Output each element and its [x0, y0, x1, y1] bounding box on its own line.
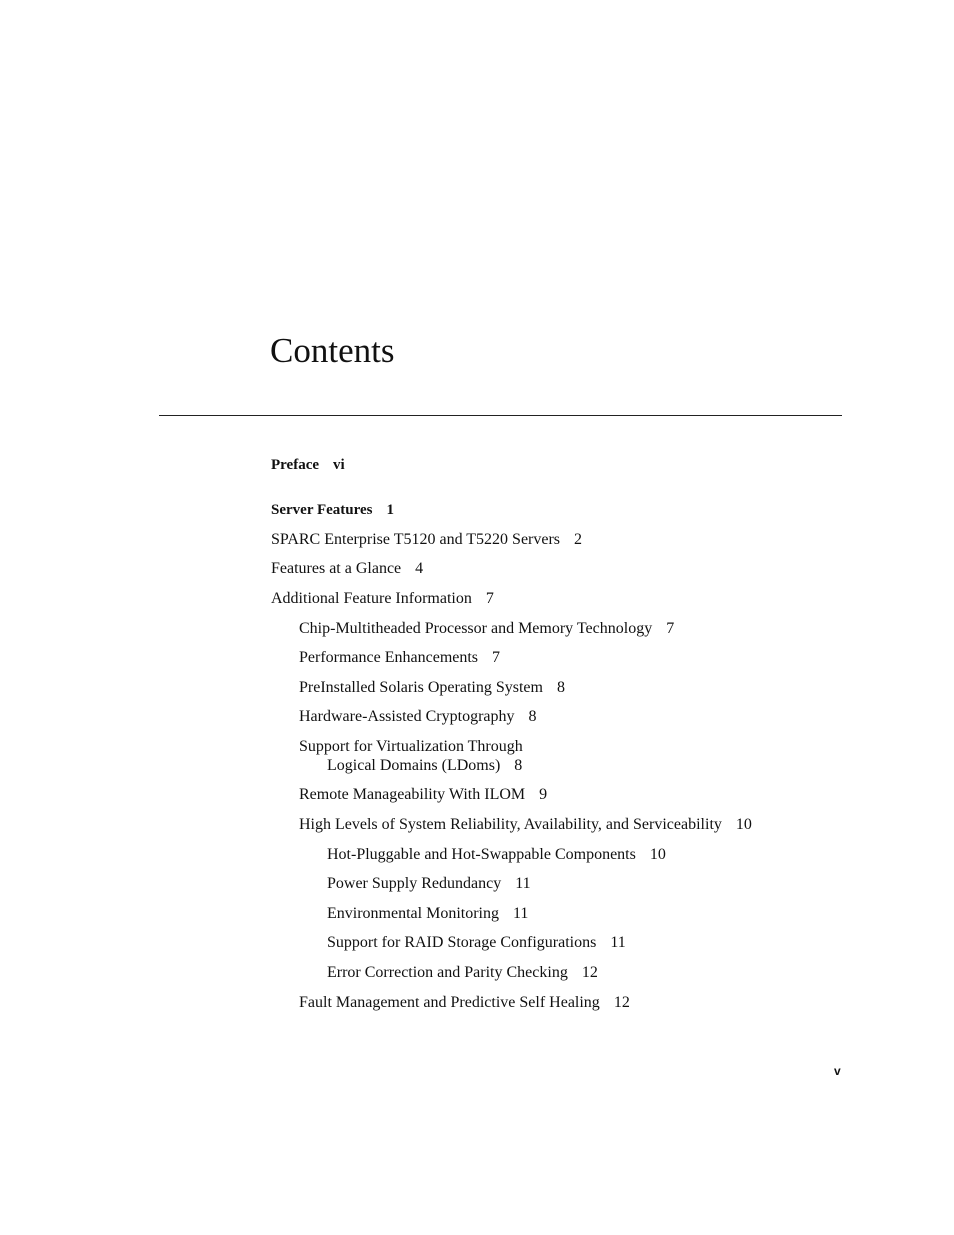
toc-entry-page: 7	[666, 620, 675, 637]
toc-entry-label: Fault Management and Predictive Self Healing	[299, 994, 600, 1011]
toc-entry-label-line2: Logical Domains (LDoms)	[327, 757, 501, 774]
toc-entry-label: Preface	[271, 457, 320, 473]
toc-entry-page: 8	[514, 757, 523, 774]
toc-entry-label: Server Features	[271, 502, 373, 518]
toc-entry-label: Error Correction and Parity Checking	[327, 964, 568, 981]
toc-entry-page: 11	[515, 875, 531, 892]
toc-entry-fault-management[interactable]	[299, 993, 630, 1012]
toc-entry-label: Additional Feature Information	[271, 590, 472, 607]
toc-entry-page: 11	[512, 905, 529, 922]
toc-entry-preface[interactable]	[271, 456, 345, 475]
toc-entry-page: 11	[610, 934, 626, 951]
toc-entry-performance[interactable]	[299, 648, 500, 667]
toc-entry-page: vi	[333, 457, 345, 473]
toc-entry-label: SPARC Enterprise T5120 and T5220 Servers	[271, 531, 561, 548]
toc-entry-preinstalled-solaris[interactable]	[299, 678, 565, 697]
toc-entry-label: Environmental Monitoring	[327, 905, 499, 922]
toc-entry-page: 12	[581, 964, 598, 981]
toc-entry-environmental[interactable]	[327, 904, 528, 923]
toc-entry-ras[interactable]	[299, 815, 752, 834]
toc-entry-page: 8	[556, 679, 565, 696]
toc-entry-ilom[interactable]	[299, 785, 547, 804]
toc-entry-page: 7	[485, 590, 494, 607]
toc-entry-label: Support for RAID Storage Configurations	[327, 934, 597, 951]
toc-entry-page: 9	[539, 786, 548, 803]
toc-entry-label: High Levels of System Reliability, Availability, and Serviceability	[299, 816, 722, 833]
toc-entry-label: Hot-Pluggable and Hot-Swappable Components	[327, 846, 636, 863]
toc-entry-cryptography[interactable]	[299, 707, 537, 726]
toc-entry-additional-features[interactable]	[271, 589, 494, 608]
toc-entry-page: 4	[415, 560, 424, 577]
toc-entry-power-redundancy[interactable]	[327, 874, 531, 893]
title-divider	[159, 415, 842, 416]
page-number: v	[834, 1064, 841, 1078]
toc-entry-cmt-processor[interactable]	[299, 619, 674, 638]
toc-entry-label: PreInstalled Solaris Operating System	[299, 679, 543, 696]
toc-entry-label: Performance Enhancements	[299, 649, 479, 666]
page-title: Contents	[270, 331, 395, 370]
toc-entry-label-line1: Support for Virtualization Through	[299, 738, 523, 755]
toc-entry-page: 10	[735, 816, 752, 833]
toc-entry-page: 12	[613, 994, 630, 1011]
toc-entry-label: Features at a Glance	[271, 560, 402, 577]
toc-entry-error-correction[interactable]	[327, 963, 598, 982]
toc-entry-page: 8	[528, 708, 537, 725]
toc-entry-server-features[interactable]	[271, 501, 394, 520]
toc-entry-virtualization[interactable]	[299, 737, 523, 775]
toc-entry-sparc-enterprise[interactable]	[271, 530, 582, 549]
toc-entry-raid[interactable]	[327, 933, 626, 952]
toc-entry-label: Power Supply Redundancy	[327, 875, 502, 892]
toc-entry-page: 2	[574, 531, 583, 548]
toc-entry-label: Hardware-Assisted Cryptography	[299, 708, 515, 725]
toc-entry-page: 7	[492, 649, 501, 666]
toc-entry-page: 1	[386, 502, 394, 518]
toc-entry-hot-pluggable[interactable]	[327, 845, 666, 864]
toc-entry-features-glance[interactable]	[271, 559, 423, 578]
toc-entry-label: Chip-Multitheaded Processor and Memory Technology	[299, 620, 653, 637]
toc-entry-page: 10	[649, 846, 666, 863]
toc-entry-label: Remote Manageability With ILOM	[299, 786, 526, 803]
